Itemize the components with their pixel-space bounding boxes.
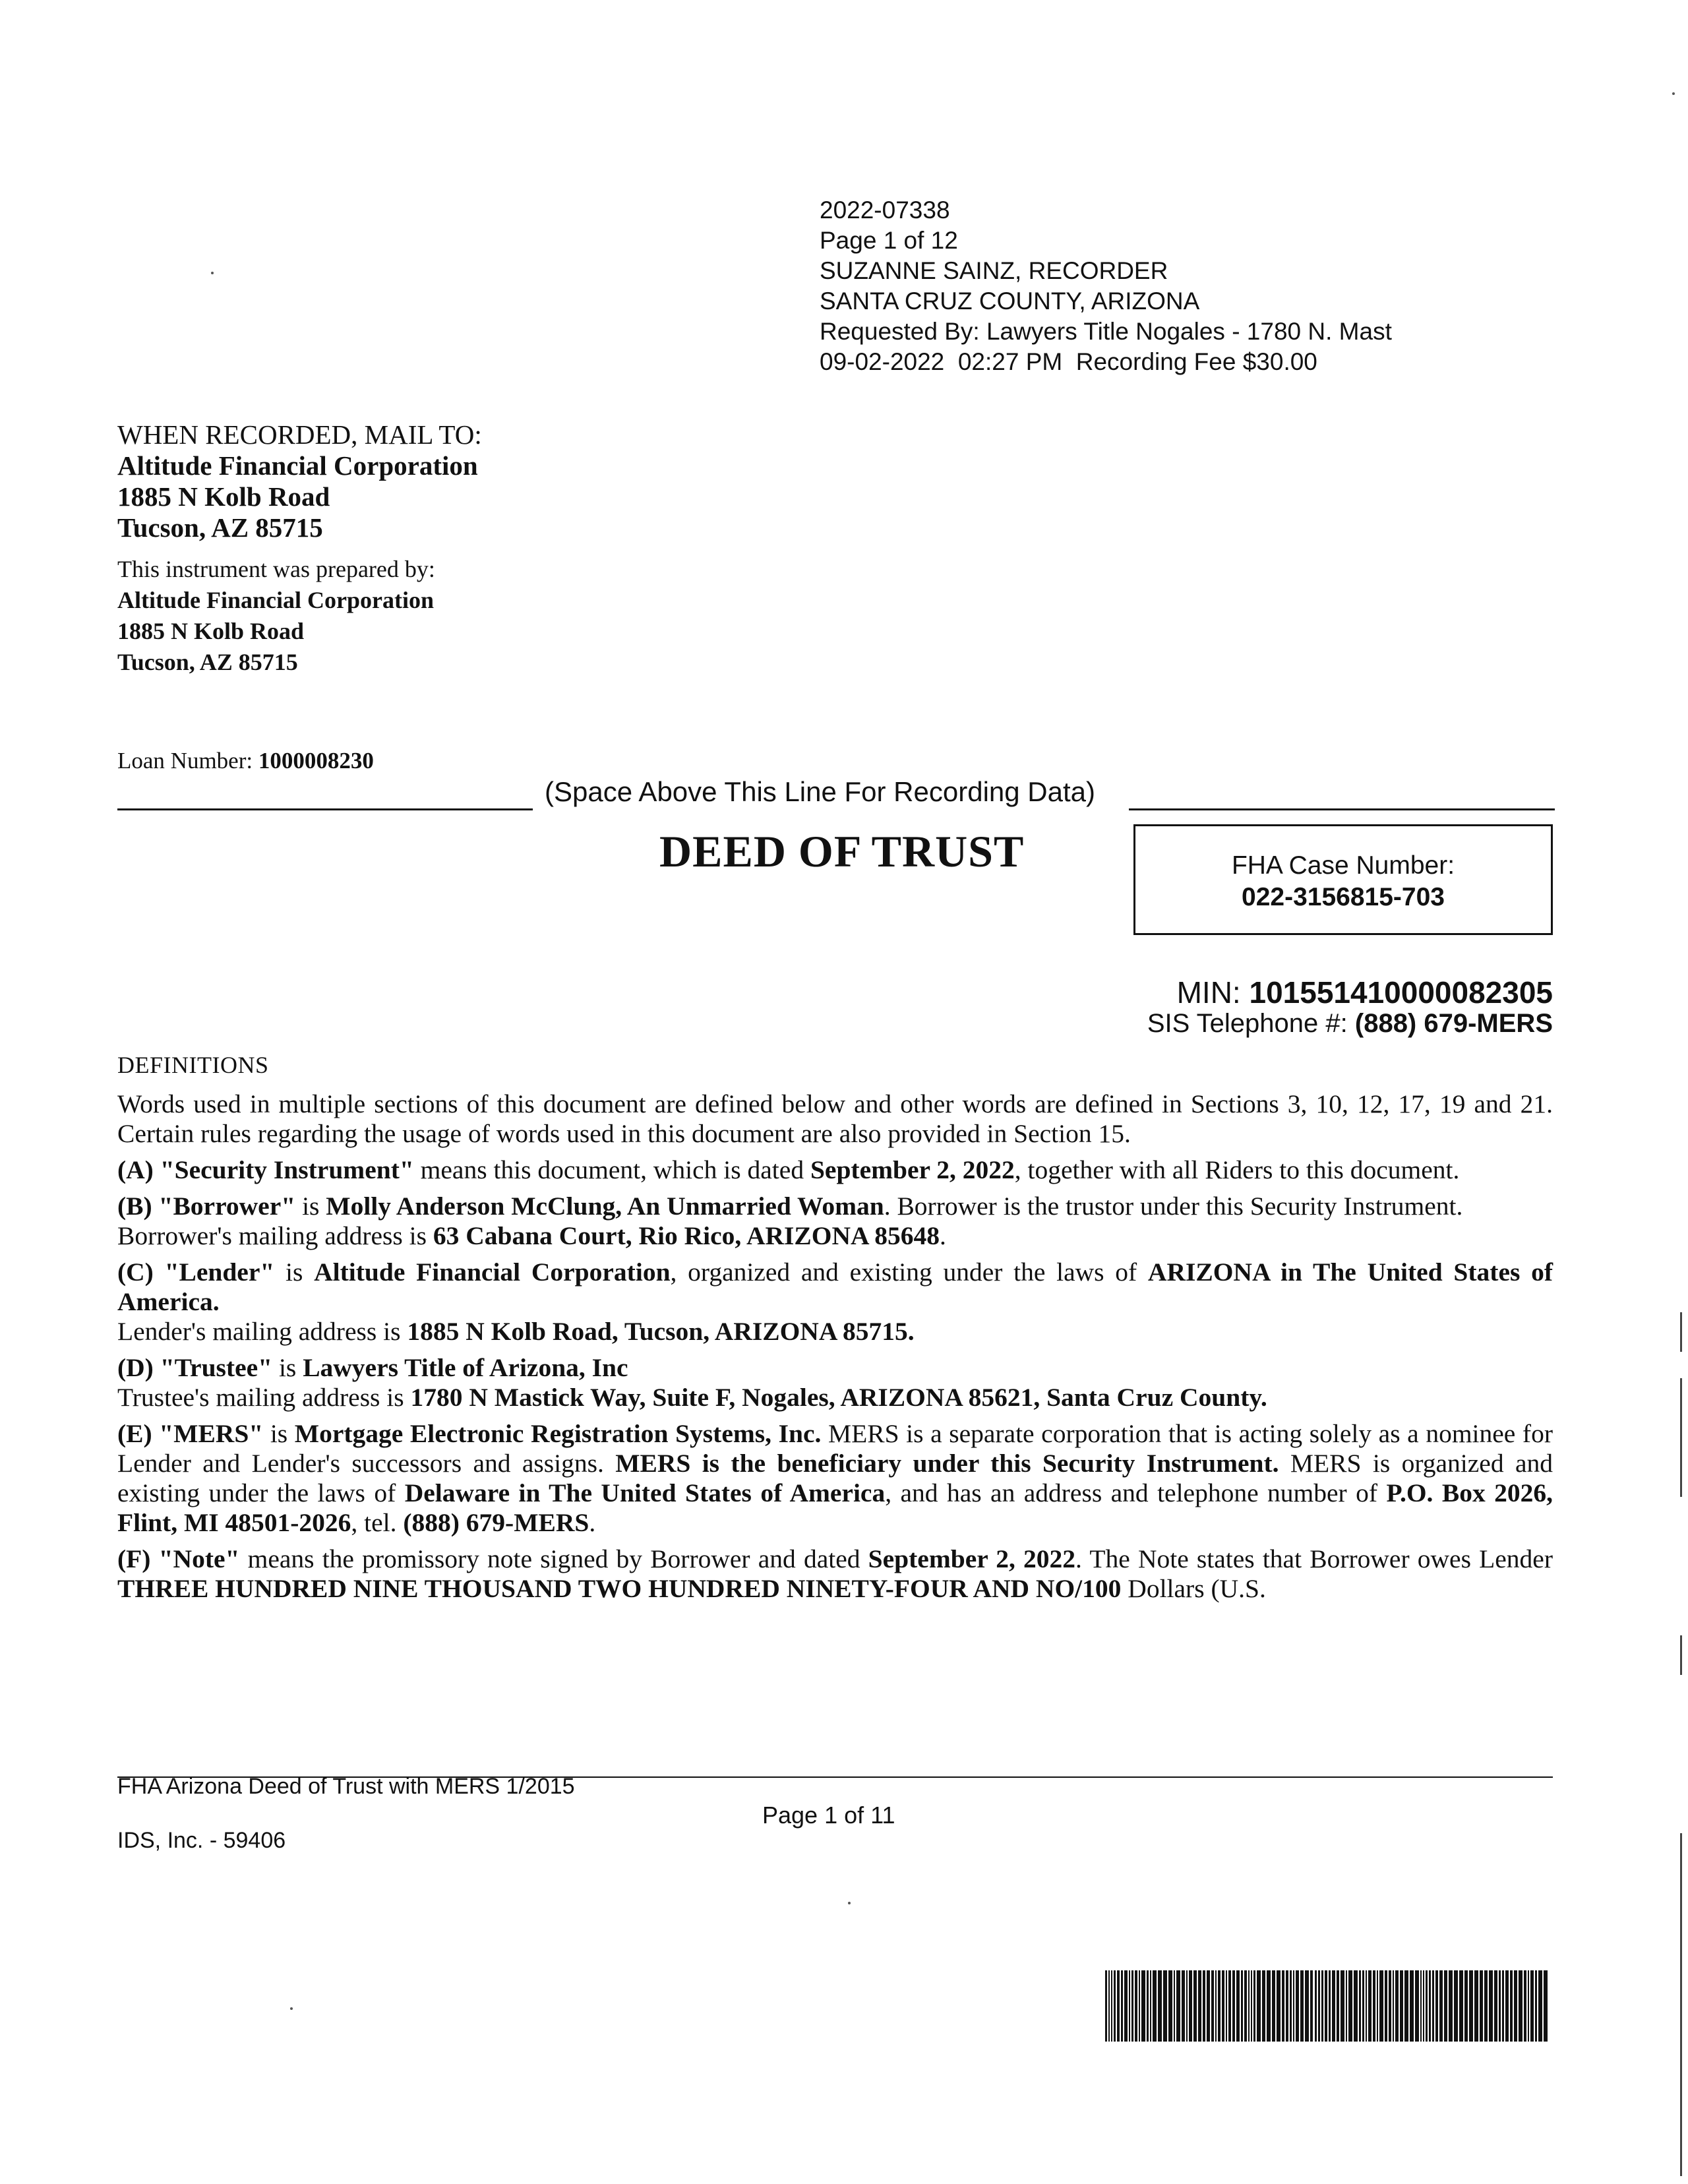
definition-b-period: .	[939, 1221, 946, 1250]
lender-state: ARIZONA in The United States of America.	[117, 1258, 1553, 1316]
fha-case-box	[1133, 824, 1553, 935]
scan-edge-mark	[1680, 1833, 1682, 2176]
definition-e	[117, 1419, 1553, 1538]
lender-address-label: Lender's mailing address is	[117, 1317, 407, 1346]
sis-label: SIS Telephone #:	[1147, 1009, 1355, 1038]
lender-address: 1885 N Kolb Road, Tucson, ARIZONA 85715.	[407, 1317, 915, 1346]
recording-datetime-fee: 09-02-2022 02:27 PM Recording Fee $30.00	[820, 348, 1317, 375]
trustee-name: Lawyers Title of Arizona, Inc	[303, 1353, 628, 1382]
definition-d	[117, 1353, 1553, 1412]
intro-paragraph: Words used in multiple sections of this document are defined below and other words are defined in Sections 3, 10, 12, 17, 19 and 21. Certain rules regarding the usage of words used in this document are also provided in Section 15.	[117, 1089, 1553, 1148]
note-date: September 2, 2022	[868, 1544, 1076, 1573]
mail-to-heading: WHEN RECORDED, MAIL TO:	[117, 419, 482, 450]
definition-b-text: is	[295, 1192, 326, 1221]
fha-case-number: 022-3156815-703	[1242, 883, 1445, 911]
definition-d-label: (D) "Trustee"	[117, 1353, 273, 1382]
recording-line-right	[1129, 808, 1555, 810]
scan-edge-mark	[1680, 1312, 1682, 1352]
definition-b	[117, 1192, 1553, 1251]
mail-to-block	[117, 419, 482, 543]
borrower-name: Molly Anderson McClung, An Unmarried Woman	[326, 1192, 884, 1221]
loan-number-label: Loan Number:	[117, 748, 258, 774]
sis-number: (888) 679-MERS	[1354, 1009, 1553, 1038]
definition-f-text: means the promissory note signed by Borrower and dated	[239, 1544, 868, 1573]
scan-speck	[290, 2007, 293, 2010]
recording-line-text: (Space Above This Line For Recording Data)	[545, 776, 1095, 807]
requested-by: Requested By: Lawyers Title Nogales - 1780 N. Mast	[820, 318, 1392, 345]
definitions-body	[117, 1089, 1553, 1610]
prepared-by-heading: This instrument was prepared by:	[117, 556, 435, 582]
definition-d-text: is	[272, 1353, 303, 1382]
borrower-address-label: Borrower's mailing address is	[117, 1221, 433, 1250]
definition-f-label: (F) "Note"	[117, 1544, 240, 1573]
definition-a-text: means this document, which is dated	[413, 1155, 810, 1184]
definition-c	[117, 1258, 1553, 1347]
prepared-by-city: Tucson, AZ 85715	[117, 649, 298, 675]
sis-line	[1147, 1009, 1553, 1039]
stamp-page-count: Page 1 of 12	[820, 227, 958, 254]
min-line	[1177, 975, 1553, 1010]
definition-e-text-4: , and has an address and telephone number of	[885, 1478, 1387, 1507]
definitions-heading: DEFINITIONS	[117, 1052, 269, 1078]
prepared-by-street: 1885 N Kolb Road	[117, 618, 305, 644]
mers-telephone: (888) 679-MERS	[403, 1508, 589, 1537]
recording-stamp	[820, 195, 1392, 377]
definition-f-text-3: Dollars (U.S.	[1121, 1574, 1266, 1603]
page-title: DEED OF TRUST	[659, 826, 1025, 876]
definition-a-text-end: , together with all Riders to this document.	[1014, 1155, 1460, 1184]
min-number: 101551410000082305	[1249, 975, 1553, 1010]
mail-to-street: 1885 N Kolb Road	[117, 481, 330, 512]
definition-c-text-mid: , organized and existing under the laws of	[670, 1258, 1148, 1287]
barcode-image	[1105, 1970, 1548, 2042]
min-label: MIN:	[1176, 975, 1250, 1010]
recording-line-left	[117, 808, 533, 810]
mers-address: P.O. Box 2026, Flint, MI 48501-2026	[117, 1478, 1553, 1537]
recorder-county: SANTA CRUZ COUNTY, ARIZONA	[820, 288, 1200, 315]
trustee-address: 1780 N Mastick Way, Suite F, Nogales, ARIZONA 85621, Santa Cruz County.	[410, 1383, 1267, 1412]
definition-e-period: .	[589, 1508, 596, 1537]
fha-case-label: FHA Case Number:	[1231, 851, 1455, 880]
borrower-address: 63 Cabana Court, Rio Rico, ARIZONA 85648	[433, 1221, 940, 1250]
scan-speck	[1672, 92, 1675, 95]
definition-a-label: (A) "Security Instrument"	[117, 1155, 414, 1184]
definition-f-text-2: . The Note states that Borrower owes Lender	[1075, 1544, 1553, 1573]
trustee-address-label: Trustee's mailing address is	[117, 1383, 411, 1412]
definition-e-text: is	[263, 1419, 295, 1448]
mers-beneficiary-statement: MERS is the beneficiary under this Security Instrument.	[615, 1449, 1279, 1478]
scan-edge-mark	[1680, 1378, 1682, 1497]
definition-f	[117, 1544, 1553, 1604]
definition-b-label: (B) "Borrower"	[117, 1192, 296, 1221]
definition-e-text-2: MERS is a separate corporation that is acting solely as a nominee for Lender and Lender's successors and assigns.	[117, 1419, 1553, 1478]
definition-c-text: is	[274, 1258, 315, 1287]
definition-c-label: (C) "Lender"	[117, 1258, 275, 1287]
mers-name: Mortgage Electronic Registration Systems, Inc.	[294, 1419, 822, 1448]
definition-e-text-5: , tel.	[351, 1508, 404, 1537]
definition-b-text-end: . Borrower is the trustor under this Security Instrument.	[884, 1192, 1463, 1221]
scan-speck	[211, 272, 214, 274]
definition-a-date: September 2, 2022	[810, 1155, 1015, 1184]
footer-page-number: Page 1 of 11	[762, 1802, 895, 1829]
scan-speck	[848, 1902, 851, 1904]
mail-to-city: Tucson, AZ 85715	[117, 512, 323, 543]
prepared-by-name: Altitude Financial Corporation	[117, 587, 435, 613]
mers-state: Delaware in The United States of America	[404, 1478, 886, 1507]
note-amount: THREE HUNDRED NINE THOUSAND TWO HUNDRED NINETY-FOUR AND NO/100	[117, 1574, 1122, 1603]
mail-to-name: Altitude Financial Corporation	[117, 450, 478, 481]
lender-name: Altitude Financial Corporation	[314, 1258, 671, 1287]
definition-e-text-3: MERS is organized and existing under the laws of	[117, 1449, 1553, 1507]
document-number: 2022-07338	[820, 197, 950, 224]
definition-a	[117, 1155, 1553, 1185]
prepared-by-block	[117, 554, 435, 678]
loan-number-value: 1000008230	[258, 748, 374, 774]
definition-e-label: (E) "MERS"	[117, 1419, 264, 1448]
loan-number	[117, 748, 374, 774]
recorder-name: SUZANNE SAINZ, RECORDER	[820, 257, 1168, 284]
footer-form-name: FHA Arizona Deed of Trust with MERS 1/2015	[117, 1774, 575, 1799]
footer-ids: IDS, Inc. - 59406	[117, 1828, 286, 1853]
scan-edge-mark	[1680, 1635, 1682, 1675]
